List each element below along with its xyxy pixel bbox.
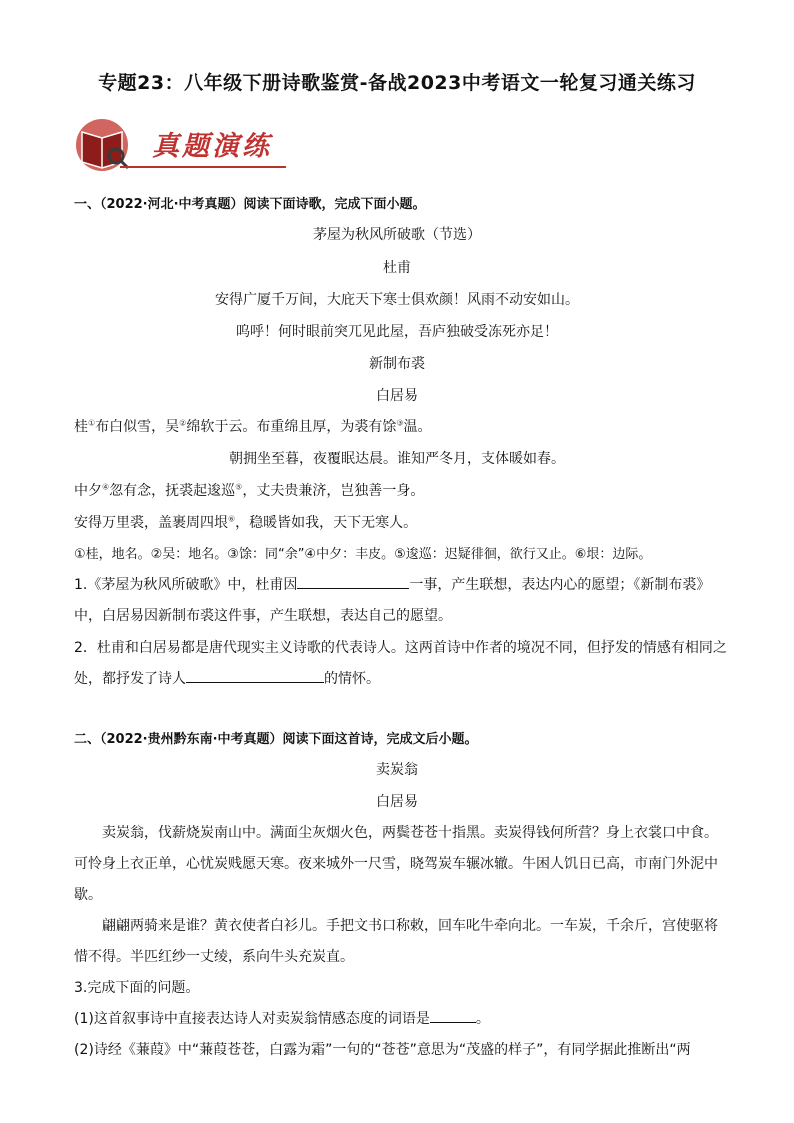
poem2-author: 白居易 — [376, 388, 418, 404]
banner-title: 真题演练 — [152, 131, 272, 162]
question-2-cont: 处，都抒发了诗人 的情怀。 — [74, 668, 724, 688]
question-1-cont: 中，白居易因新制布裘这件事，产生联想，表达自己的愿望。 — [74, 608, 452, 624]
question-1: 1.《茅屋为秋风所破歌》中，杜甫因 一事，产生联想，表达内心的愿望；《新制布裘》 — [74, 574, 724, 594]
poem3-text: 惜不得。半匹红纱一丈绫，系向牛头充炭直。 — [74, 949, 354, 965]
question-3-2: (2)诗经《蒹葭》中“蒹葭苍苍，白露为霜”一句的“苍苍”意思为“茂盛的样子”，有同学据此推断出“两 — [74, 1042, 691, 1058]
page-title: 专题23：八年级下册诗歌鉴赏-备战2023中考语文一轮复习通关练习 — [98, 72, 696, 94]
answer-blank[interactable] — [430, 1008, 476, 1023]
poem3-author: 白居易 — [376, 794, 418, 810]
banner-underline — [120, 166, 286, 168]
poem3-text: 卖炭翁，伐薪烧炭南山中。满面尘灰烟火色，两鬓苍苍十指黑。卖炭得钱何所营？身上衣裳口中食。 — [102, 825, 718, 841]
poem2-line: 安得万里裘，盖裹周四垠⑥，稳暖皆如我，天下无寒人。 — [74, 514, 418, 531]
poem1-title: 茅屋为秋风所破歌（节选） — [313, 227, 481, 243]
section2-heading: 二、（2022·贵州黔东南·中考真题）阅读下面这首诗，完成文后小题。 — [74, 732, 478, 747]
poem3-text: 歇。 — [74, 887, 102, 903]
poem1-author: 杜甫 — [383, 260, 411, 276]
answer-blank[interactable] — [186, 668, 324, 683]
section1-heading: 一、（2022·河北·中考真题）阅读下面诗歌，完成下面小题。 — [74, 197, 426, 212]
poem1-line: 安得广厦千万间，大庇天下寒士俱欢颜！风雨不动安如山。 — [215, 292, 579, 308]
poem1-line: 呜呼！何时眼前突兀见此屋，吾庐独破受冻死亦足！ — [236, 324, 558, 340]
poem2-line: 朝拥坐至暮，夜覆眠达晨。谁知严冬月，支体暖如春。 — [229, 451, 565, 467]
question-2: 2．杜甫和白居易都是唐代现实主义诗歌的代表诗人。这两首诗中作者的境况不同，但抒发的情感有相同之 — [74, 640, 727, 656]
answer-blank[interactable] — [297, 574, 409, 589]
question-3: 3.完成下面的问题。 — [74, 980, 200, 996]
poem2-line: 中夕④忽有念，抚裘起逡巡⑤，丈夫贵兼济，岂独善一身。 — [74, 482, 425, 499]
poem3-title: 卖炭翁 — [376, 762, 418, 778]
poem3-text: 可怜身上衣正单，心忧炭贱愿天寒。夜来城外一尺雪，晓驾炭车辗冰辙。牛困人饥日已高，市南门外泥中 — [74, 856, 718, 872]
poem2-line: 桂①布白似雪，吴②绵软于云。布重绵且厚，为裘有馀③温。 — [74, 418, 432, 435]
annotations: ①桂，地名。②吴：地名。③馀：同“余”④中夕：丰皮。⑤逡巡：迟疑徘徊，欲行又止。⑥垠：边际。 — [74, 547, 652, 562]
poem2-title: 新制布裘 — [369, 356, 425, 372]
question-3-1: (1)这首叙事诗中直接表达诗人对卖炭翁情感态度的词语是 。 — [74, 1008, 724, 1028]
poem3-text: 翩翩两骑来是谁？黄衣使者白衫儿。手把文书口称敕，回车叱牛牵向北。一车炭，千余斤，宫使驱将 — [102, 918, 718, 934]
